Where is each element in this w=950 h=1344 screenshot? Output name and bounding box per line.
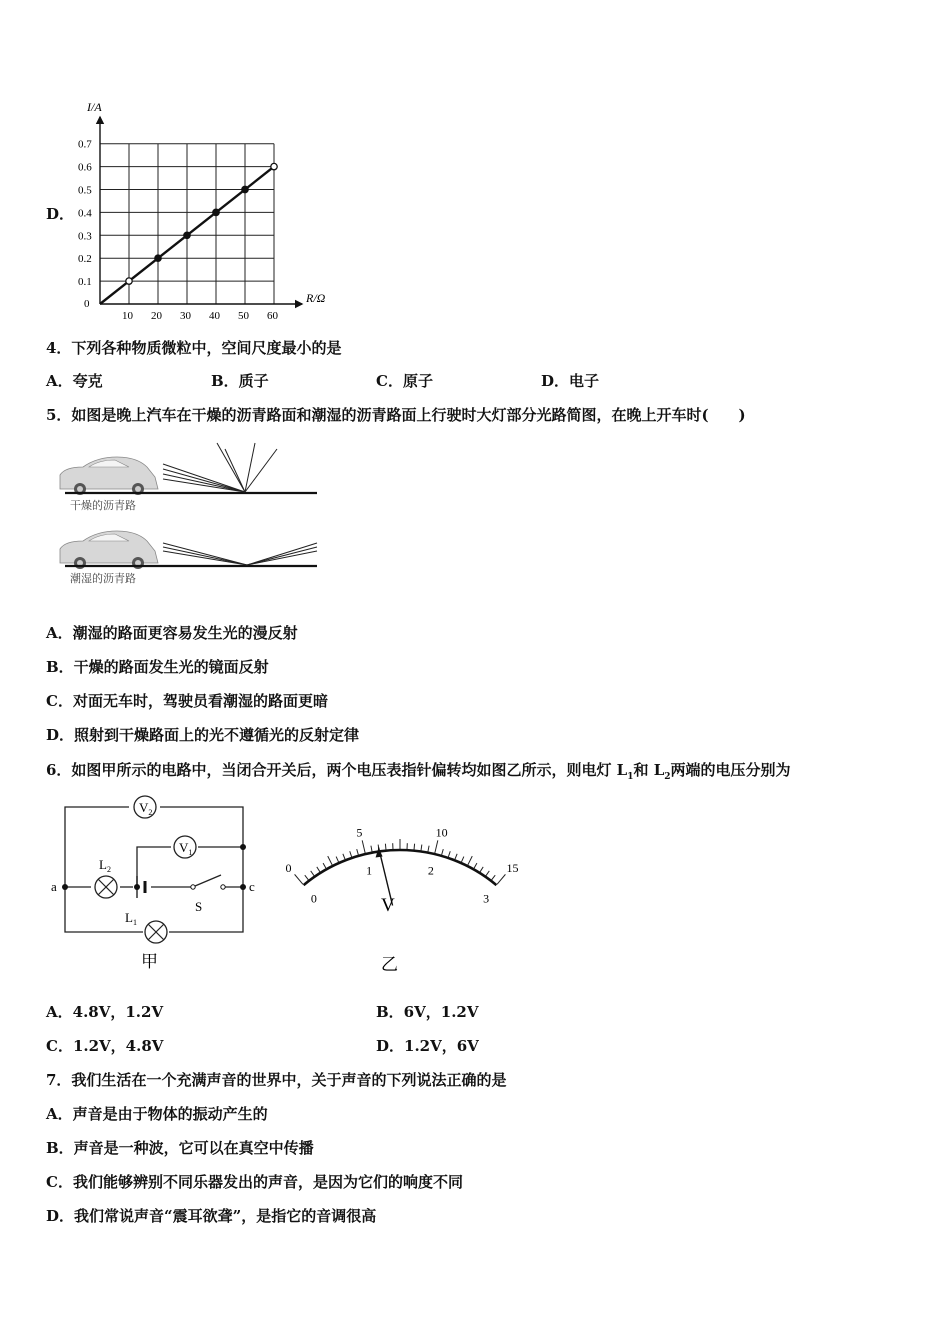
q6-stem: 6．如图甲所示的电路中，当闭合开关后，两个电压表指针偏转均如图乙所示，则电灯 $L_1$和 $L_2$两端的电压分别为 [46, 761, 791, 782]
dry-road-label: 干燥的沥青路 [70, 500, 136, 512]
node-battery-dot [134, 884, 140, 890]
circuit-diagram [45, 795, 275, 975]
wet-incident-rays [163, 543, 247, 565]
wet-road-label: 潮湿的沥青路 [70, 573, 136, 585]
q4-option-a[interactable]: A．夸克 [46, 372, 103, 390]
q6-option-c[interactable]: C．1.2V，4.8V [46, 1037, 164, 1055]
q4-option-c[interactable]: C．原子 [376, 372, 433, 390]
y-tick-label: 0.6 [78, 161, 92, 174]
q7-option-d[interactable]: D．我们常说声音“震耳欲聋”，是指它的音调很高 [46, 1207, 377, 1225]
dial-outer-label: 10 [435, 825, 448, 840]
data-point [213, 209, 219, 215]
x-tick-label: 10 [122, 310, 133, 320]
q7-option-c[interactable]: C．我们能够辨别不同乐器发出的声音，是因为它们的响度不同 [46, 1173, 463, 1191]
q5-option-b[interactable]: B．干燥的路面发生光的镜面反射 [46, 658, 269, 676]
y-tick-label: 0.7 [78, 138, 92, 151]
v1-label: $V_1$ [179, 840, 193, 857]
dial-tick [468, 856, 472, 865]
voltmeter-dial [265, 800, 525, 980]
dial-outer-label: 5 [356, 825, 363, 840]
node-a-dot [62, 884, 68, 890]
lamp-l2-icon [95, 876, 117, 898]
node-c-dot [240, 884, 246, 890]
road-reflection-figure [55, 437, 325, 597]
dial-tick [311, 871, 314, 876]
dial-tick [323, 863, 326, 868]
q5-option-a[interactable]: A．潮湿的路面更容易发生光的漫反射 [46, 624, 298, 642]
dial-tick [362, 840, 365, 853]
dial-tick [480, 867, 483, 872]
data-point [242, 186, 248, 192]
q5-stem: 5．如图是晚上汽车在干燥的沥青路面和潮湿的沥青路面上行驶时大灯部分光路简图，在晚上开车时( ) [46, 406, 746, 424]
dial-tick [448, 851, 450, 857]
node-a-label: a [51, 879, 57, 894]
dial-tick [421, 845, 422, 851]
data-point [126, 278, 132, 284]
node-c-label: c [249, 879, 255, 894]
dial-tick [486, 871, 489, 876]
dial-tick [492, 875, 496, 880]
l1-label: $L_1$ [125, 910, 137, 927]
q4-stem: 4．下列各种物质微粒中，空间尺度最小的是 [46, 339, 342, 357]
dial-inner-label: 1 [366, 863, 373, 878]
x-tick-label: 40 [209, 310, 220, 320]
option-d-label: D． [46, 205, 75, 223]
dial-tick [435, 840, 438, 853]
dial-tick [455, 854, 457, 860]
q7-option-b[interactable]: B．声音是一种波，它可以在真空中传播 [46, 1139, 314, 1157]
origin-label: 0 [84, 298, 90, 310]
y-tick-label: 0.5 [78, 184, 92, 197]
switch-contact-right [221, 885, 225, 889]
dial-inner-label: 2 [427, 863, 434, 878]
dial-tick [461, 857, 463, 862]
circuit-caption: 甲 [141, 952, 158, 971]
q6-option-d[interactable]: D．1.2V，6V [376, 1037, 479, 1055]
x-tick-label: 50 [238, 310, 249, 320]
dial-tick [474, 863, 477, 868]
wet-reflected-rays [247, 543, 317, 565]
dial-outer-label: 15 [506, 861, 519, 876]
dial-tick [385, 844, 386, 850]
dial-tick [328, 856, 332, 865]
data-point [155, 255, 161, 261]
q4-option-d[interactable]: D．电子 [541, 372, 600, 390]
q5-option-d[interactable]: D．照射到干燥路面上的光不遵循光的反射定律 [46, 726, 360, 744]
dial-tick [357, 849, 359, 855]
q7-option-a[interactable]: A．声音是由于物体的振动产生的 [46, 1105, 268, 1123]
current-resistance-graph [70, 95, 340, 320]
dial-inner-label: 3 [483, 891, 490, 906]
dial-tick [442, 849, 444, 855]
dial-tick [350, 851, 352, 857]
data-point [271, 163, 277, 169]
dry-reflected-rays [217, 443, 277, 492]
x-axis-label: R/Ω [306, 291, 326, 305]
x-tick-label: 20 [151, 310, 162, 320]
y-tick-label: 0.4 [78, 207, 92, 220]
y-tick-label: 0.2 [78, 253, 92, 266]
v2-label: $V_2$ [139, 800, 153, 817]
dial-tick [336, 857, 338, 862]
x-tick-label: 60 [267, 310, 278, 320]
meter-caption: 乙 [381, 955, 398, 974]
dry-incident-rays [163, 464, 245, 492]
y-tick-label: 0.1 [78, 276, 92, 289]
y-tick-label: 0.3 [78, 230, 92, 243]
dial-tick [295, 874, 303, 884]
dial-tick [371, 846, 372, 852]
x-tick-label: 30 [180, 310, 191, 320]
node-v1-dot [240, 844, 246, 850]
q5-option-c[interactable]: C．对面无车时，驾驶员看潮湿的路面更暗 [46, 692, 328, 710]
y-axis-label: I/A [87, 100, 102, 114]
car-dry-icon [60, 457, 158, 495]
q6-option-b[interactable]: B．6V，1.2V [376, 1003, 479, 1021]
dial-tick [414, 844, 415, 850]
dial-tick [497, 874, 505, 884]
data-point [184, 232, 190, 238]
q6-option-a[interactable]: A．4.8V，1.2V [46, 1003, 164, 1021]
dial-arc [304, 850, 497, 885]
dial-tick [428, 846, 429, 852]
dial-inner-label: 0 [310, 891, 317, 906]
switch-contact-left [191, 885, 195, 889]
q7-stem: 7．我们生活在一个充满声音的世界中，关于声音的下列说法正确的是 [46, 1071, 507, 1089]
switch-label: S [195, 899, 203, 914]
l2-label: $L_2$ [99, 857, 111, 874]
car-wet-icon [60, 531, 158, 569]
dial-tick [317, 867, 320, 872]
meter-unit: V [381, 895, 395, 916]
dial-tick [305, 875, 309, 880]
dial-tick [343, 854, 345, 860]
lamp-l1-icon [145, 921, 167, 943]
q4-option-b[interactable]: B．质子 [211, 372, 269, 390]
dial-outer-label: 0 [285, 861, 292, 876]
